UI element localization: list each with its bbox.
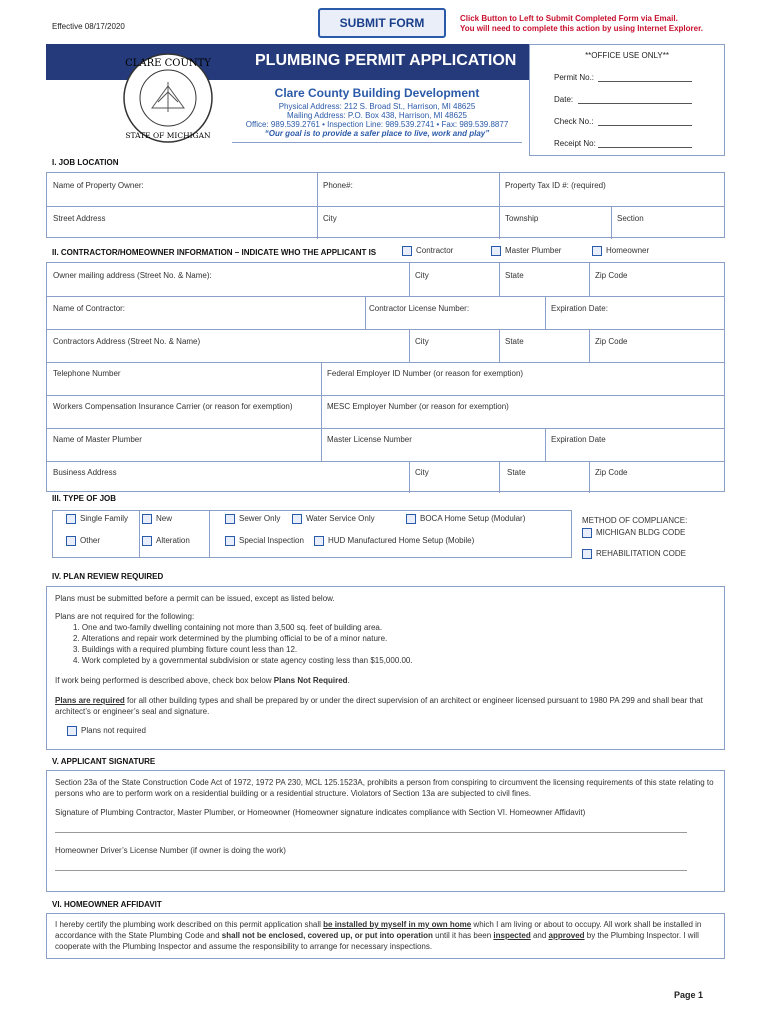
job-water-service[interactable] [292, 514, 375, 524]
owner-mailing-field[interactable]: Owner mailing address (Street No. & Name): [53, 271, 212, 280]
affidavit-emphasis: be installed by myself in my own home [323, 920, 472, 929]
job-boca[interactable] [406, 514, 525, 524]
plans-exempt-heading: Plans are not required for the following: [55, 612, 195, 621]
option-label: Master Plumber [505, 246, 562, 256]
other-checkbox[interactable] [66, 536, 76, 546]
homeowner-checkbox[interactable] [592, 246, 602, 256]
seal-top-text: CLARE COUNTY [125, 58, 211, 69]
dept-block [232, 86, 522, 143]
zip-field[interactable]: Zip Code [595, 271, 628, 280]
city-field[interactable]: City [415, 271, 429, 280]
owner-name-field[interactable]: Name of Property Owner: [53, 181, 144, 190]
fein-field[interactable]: Federal Employer ID Number (or reason for exemption) [327, 369, 524, 378]
option-label: Sewer Only [239, 514, 281, 524]
option-label: Plans not required [81, 726, 146, 735]
option-label: Special Inspection [239, 536, 304, 546]
business-address-field[interactable]: Business Address [53, 468, 117, 477]
plan-review-box [46, 586, 725, 750]
physical-address: Physical Address: 212 S. Broad St., Harrison, MI 48625 [278, 102, 476, 111]
compliance-michigan[interactable] [582, 528, 685, 538]
check-no-field[interactable] [598, 125, 692, 126]
master-plumber-name-field[interactable]: Name of Master Plumber [53, 435, 142, 444]
tax-id-field[interactable]: Property Tax ID #: (required) [505, 181, 606, 190]
mesc-field[interactable]: MESC Employer Number (or reason for exemption) [327, 402, 509, 411]
state-field[interactable]: State [505, 337, 524, 346]
submit-note-line: Click Button to Left to Submit Completed Form via Email. [460, 14, 678, 23]
note-text: If work being performed is described above, check box below [55, 676, 274, 685]
section-4-heading: IV. PLAN REVIEW REQUIRED [52, 572, 164, 581]
zip-field[interactable]: Zip Code [595, 337, 628, 346]
effective-date: Effective 08/17/2020 [52, 22, 125, 31]
rehab-code-checkbox[interactable] [582, 549, 592, 559]
option-label: HUD Manufactured Home Setup (Mobile) [328, 536, 475, 546]
job-hud[interactable] [314, 536, 474, 546]
master-plumber-checkbox[interactable] [491, 246, 501, 256]
affidavit-part: by the Plumbing Inspector. I will cooperate with the Plumbing Inspector and assume the responsibility to arrange for necessary inspections. [55, 931, 699, 951]
signature-field[interactable] [55, 832, 687, 833]
note-bold: Plans Not Required [273, 676, 348, 685]
applicant-contractor-option[interactable] [402, 246, 453, 256]
receipt-no-label: Receipt No: [554, 139, 596, 148]
note-text: for all other building types and shall be prepared by or under the direct supervision of an architect or engineer licensed pursuant to 1980 PA 299 and shall bear that architect’s or engineer’s seal and signature. [55, 696, 703, 716]
applicant-homeowner-option[interactable] [592, 246, 649, 256]
signature-label: Signature of Plumbing Contractor, Master Plumber, or Homeowner (Homeowner signature indicates compliance with Section VI. Homeowner Affidavit) [55, 808, 586, 817]
check-box-note: If work being performed is described above, check box below Plans Not Required. [55, 676, 350, 685]
section-3-heading: III. TYPE OF JOB [52, 494, 117, 503]
option-label: Water Service Only [306, 514, 375, 524]
drivers-license-field[interactable] [55, 870, 687, 871]
affidavit-text [55, 919, 716, 952]
receipt-no-field[interactable] [598, 147, 692, 148]
expiration-date-field[interactable]: Expiration Date: [551, 304, 608, 313]
hud-checkbox[interactable] [314, 536, 324, 546]
affidavit-part: and [530, 931, 549, 940]
affidavit-emphasis: approved [548, 931, 585, 940]
signature-box [46, 770, 725, 892]
mailing-address: Mailing Address: P.O. Box 438, Harrison, MI 48625 [287, 111, 467, 120]
licensing-notice: Section 23a of the State Construction Code Act of 1972, 1972 PA 230, MCL 125.1523A, prohibits a person from conspiring to circumvent the licensing requirements of this state relating to persons who are to perform work on a residential building or a residential structure. Violators of Section 13a are subjected to civil fines. [55, 778, 714, 798]
county-seal-icon [122, 52, 214, 144]
section-2-heading: II. CONTRACTOR/HOMEOWNER INFORMATION – INDICATE WHO THE APPLICANT IS [52, 248, 377, 257]
plans-required-note [55, 695, 716, 717]
affidavit-part: I hereby certify the plumbing work described on this permit application shall [55, 920, 324, 929]
job-other[interactable] [66, 536, 100, 546]
master-license-field[interactable]: Master License Number [327, 435, 412, 444]
street-address-field[interactable]: Street Address [53, 214, 106, 223]
date-field[interactable] [578, 103, 692, 104]
contractor-license-field[interactable]: Contractor License Number: [369, 304, 470, 313]
new-checkbox[interactable] [142, 514, 152, 524]
note-bold: Plans are required [55, 696, 125, 705]
option-label: Contractor [416, 246, 454, 256]
office-title: **OFFICE USE ONLY** [585, 51, 669, 60]
affidavit-emphasis: inspected [493, 931, 531, 940]
option-label: REHABILITATION CODE [596, 549, 686, 559]
exempt-item: 1. One and two-family dwelling containing not more than 3,500 sq. feet of building area. [73, 623, 383, 632]
option-label: New [156, 514, 173, 524]
workers-comp-field[interactable]: Workers Compensation Insurance Carrier (or reason for exemption) [53, 402, 293, 411]
plans-intro: Plans must be submitted before a permit can be issued, except as listed below. [55, 594, 335, 603]
boca-checkbox[interactable] [406, 514, 416, 524]
township-field[interactable]: Township [505, 214, 539, 223]
submit-note-line: You will need to complete this action by using Internet Explorer. [460, 24, 703, 33]
seal-bottom-text: STATE OF MICHIGAN [125, 131, 211, 140]
telephone-field[interactable]: Telephone Number [53, 369, 121, 378]
city-field[interactable]: City [323, 214, 337, 223]
section-field[interactable]: Section [617, 214, 644, 223]
affidavit-emphasis: shall not be enclosed, covered up, or put into operation [221, 931, 433, 940]
job-special-inspection[interactable] [225, 536, 304, 546]
office-use-box [529, 44, 725, 156]
plans-not-required-option[interactable] [55, 725, 716, 736]
check-no-label: Check No.: [554, 117, 594, 126]
exempt-item: 2. Alterations and repair work determined by the plumbing official to be of a minor nature. [73, 634, 388, 643]
permit-no-field[interactable] [598, 81, 692, 82]
contractor-address-field[interactable]: Contractors Address (Street No. & Name) [53, 337, 201, 346]
option-label: Single Family [80, 514, 129, 524]
affidavit-part: until it has been [432, 931, 494, 940]
permit-no-label: Permit No.: [554, 73, 595, 82]
date-label: Date: [554, 95, 574, 104]
zip-field[interactable]: Zip Code [595, 468, 628, 477]
job-single-family[interactable] [66, 514, 128, 524]
contractor-table [46, 262, 725, 492]
job-sewer-only[interactable] [225, 514, 280, 524]
city-field[interactable]: City [415, 337, 429, 346]
job-location-table [46, 172, 725, 238]
drivers-license-label: Homeowner Driver’s License Number (if owner is doing the work) [55, 846, 286, 855]
plans-not-required-checkbox[interactable] [67, 726, 77, 736]
applicant-master-option[interactable] [491, 246, 561, 256]
affidavit-box [46, 913, 725, 959]
option-label: Homeowner [606, 246, 650, 256]
michigan-code-checkbox[interactable] [582, 528, 592, 538]
city-field[interactable]: City [415, 468, 429, 477]
special-inspection-checkbox[interactable] [225, 536, 235, 546]
state-field[interactable]: State [505, 271, 524, 280]
contractor-checkbox[interactable] [402, 246, 412, 256]
single-family-checkbox[interactable] [66, 514, 76, 524]
form-title: PLUMBING PERMIT APPLICATION [255, 52, 517, 69]
submit-form-button[interactable]: SUBMIT FORM [318, 8, 446, 38]
phone-field[interactable]: Phone#: [323, 181, 353, 190]
page-number: Page 1 [674, 990, 704, 1000]
exempt-item: 3. Buildings with a required plumbing fixture count less than 12. [73, 645, 298, 654]
goal-text: “Our goal is to provide a safer place to live, work and play” [264, 129, 490, 138]
phone-numbers: Office: 989.539.2761 • Inspection Line: 989.539.2741 • Fax: 989.539.8877 [245, 120, 509, 129]
job-new[interactable] [142, 514, 172, 524]
sewer-only-checkbox[interactable] [225, 514, 235, 524]
compliance-rehab[interactable] [582, 549, 686, 559]
contractor-name-field[interactable]: Name of Contractor: [53, 304, 126, 313]
option-label: MICHIGAN BLDG CODE [596, 528, 686, 538]
submit-note [460, 14, 703, 34]
option-label: BOCA Home Setup (Modular) [420, 514, 526, 524]
section-1-heading: I. JOB LOCATION [52, 158, 119, 167]
alteration-checkbox[interactable] [142, 536, 152, 546]
expiration-date-2-field[interactable]: Expiration Date [551, 435, 606, 444]
affidavit-part: which I am living or about to occupy. All work shall be installed in accordance with the State Plumbing Code and [55, 920, 702, 940]
section-5-heading: V. APPLICANT SIGNATURE [52, 757, 156, 766]
job-alteration[interactable] [142, 536, 190, 546]
method-of-compliance-label: METHOD OF COMPLIANCE: [582, 516, 688, 525]
dept-name: Clare County Building Development [274, 86, 480, 100]
option-label: Alteration [156, 536, 190, 546]
water-service-checkbox[interactable] [292, 514, 302, 524]
section-6-heading: VI. HOMEOWNER AFFIDAVIT [52, 900, 162, 909]
state-field[interactable]: State [507, 468, 526, 477]
option-label: Other [80, 536, 101, 546]
exempt-item: 4. Work completed by a governmental subdivision or state agency costing less than $15,000.00. [73, 656, 413, 665]
